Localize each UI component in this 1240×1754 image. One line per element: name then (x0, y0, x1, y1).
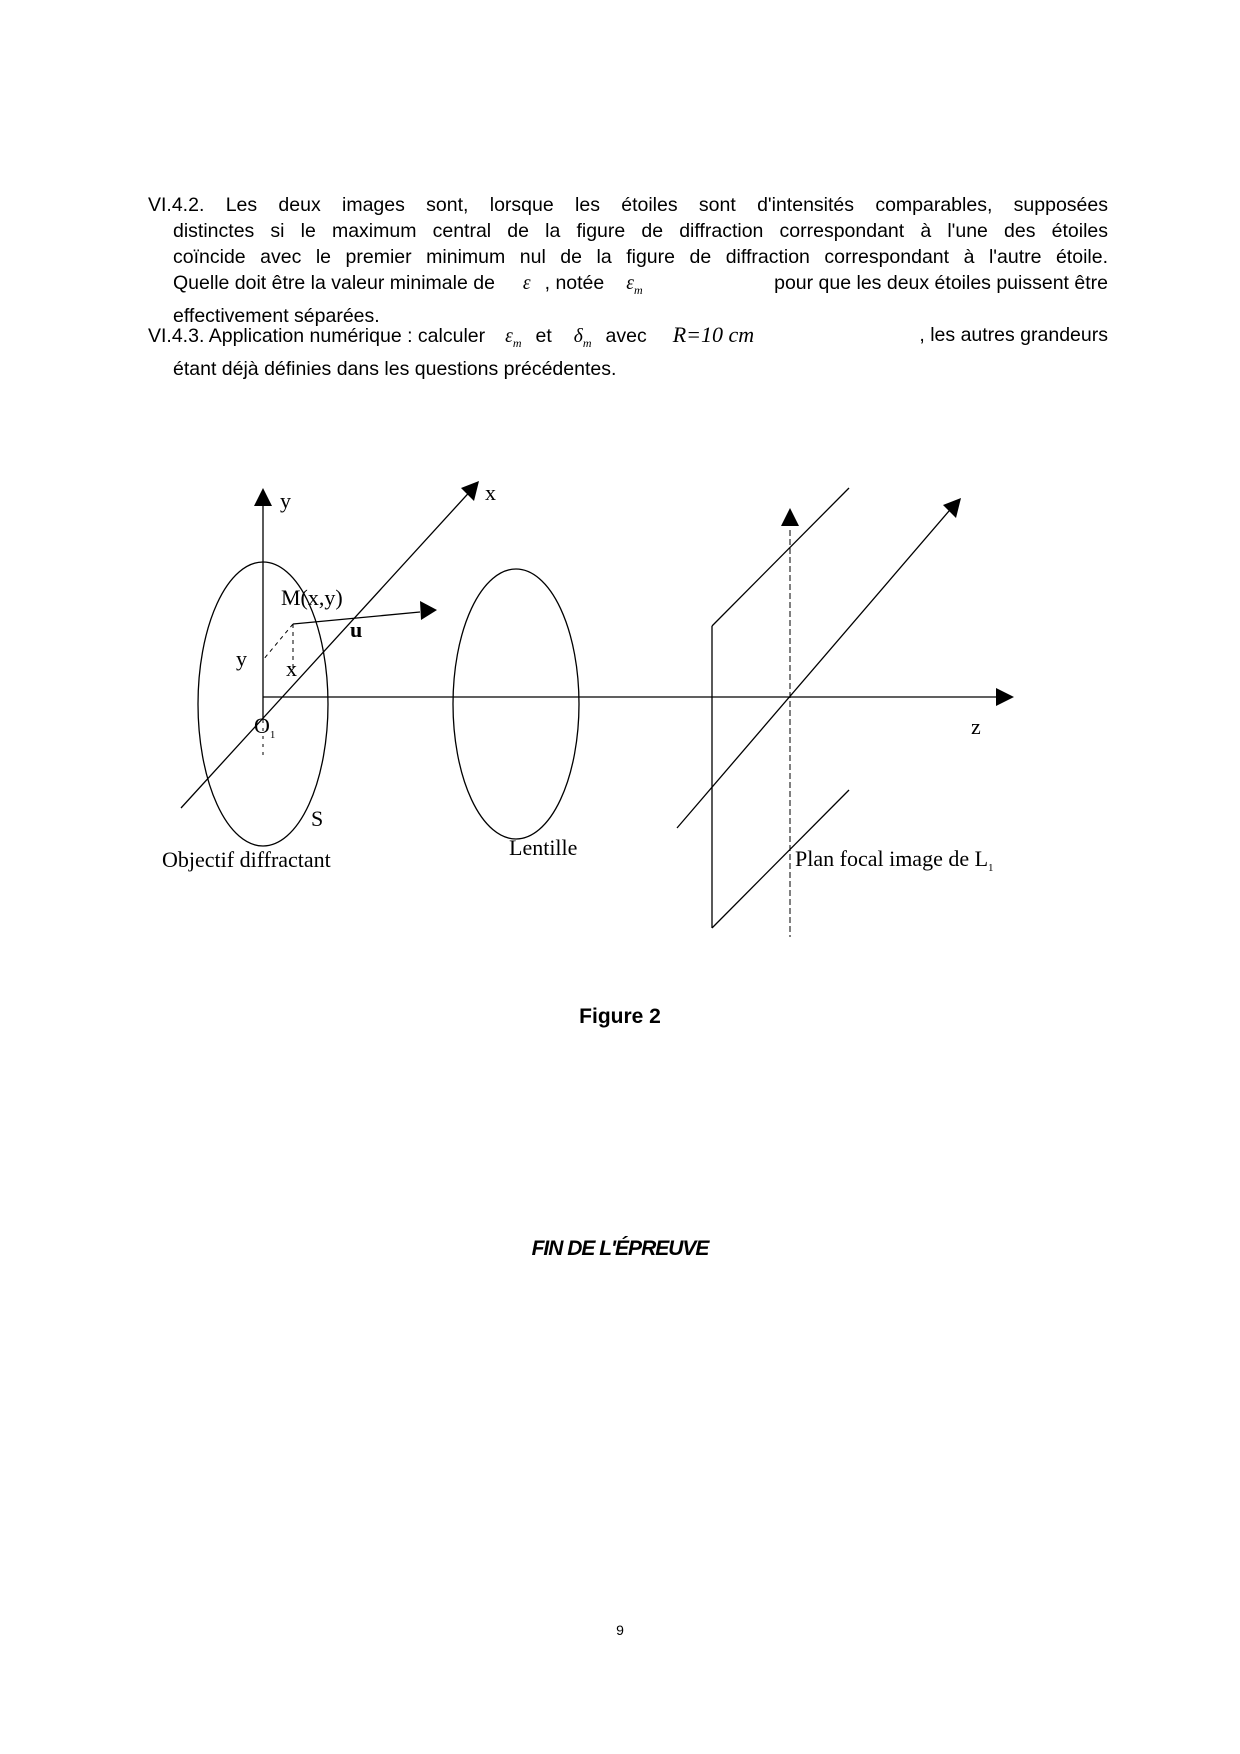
question-643-line-2: étant déjà définies dans les questions précédentes. (173, 357, 617, 380)
question-643-text-b: , les autres grandeurs (919, 324, 1108, 346)
y-arrowhead (254, 488, 272, 506)
focal-y-arrowhead (781, 508, 799, 526)
label-y-axis: y (280, 488, 291, 513)
lentille-ellipse (453, 569, 579, 839)
question-643-avec: avec (605, 325, 647, 347)
label-origin: $O_1$ (254, 713, 276, 741)
label-point-m: M(x,y) (281, 585, 343, 610)
dash-y-projection (263, 624, 293, 660)
delta-m-symbol: $\delta_m$ (573, 326, 592, 350)
question-642-line-5: effectivement séparées. (173, 304, 380, 327)
question-642-text-4b: , notée (544, 272, 605, 294)
question-642-number: VI.4.2. (148, 194, 205, 216)
figure-caption: Figure 2 (579, 1005, 661, 1028)
u-arrowhead (420, 601, 437, 620)
focal-x-axis (677, 504, 955, 828)
page-number: 9 (616, 1622, 624, 1638)
label-x-small: x (286, 656, 297, 681)
label-z: z (971, 714, 981, 739)
question-643-number: VI.4.3. (148, 325, 205, 347)
radius-formula: R=10 cm (672, 322, 755, 347)
z-arrowhead (996, 688, 1014, 706)
label-plan-focal: Plan focal image de $L_1$ (795, 846, 994, 874)
x-axis-line (181, 486, 475, 808)
label-s: S (311, 806, 324, 831)
epsilon-symbol: ε (522, 273, 531, 294)
epsilon-m-symbol-2: $\varepsilon_m$ (505, 326, 522, 350)
question-642-text-1: Les deux images sont, lorsque les étoiles sont d'intensités comparables, supposées (225, 194, 1108, 216)
label-u: u (350, 617, 363, 642)
question-642-line-3: coïncide avec le premier minimum nul de la figure de diffraction correspondant à l'autre étoile. (173, 246, 1108, 268)
label-y-small: y (236, 646, 247, 671)
question-643-et: et (535, 325, 552, 347)
question-642-text-4a: Quelle doit être la valeur minimale de (173, 272, 495, 294)
question-643-text-a: Application numérique : calculer (208, 325, 486, 347)
epsilon-m-symbol: $\varepsilon_m$ (626, 273, 643, 297)
question-642-text-4c: pour que les deux étoiles puissent être (774, 272, 1108, 294)
label-objectif: Objectif diffractant (162, 847, 331, 872)
focal-plane-top (712, 488, 849, 626)
label-x-axis: x (485, 480, 496, 505)
question-642-line-2: distinctes si le maximum central de la figure de diffraction correspondant à l'une des étoiles (173, 220, 1108, 242)
end-title: FIN DE L'ÉPREUVE (531, 1237, 709, 1260)
label-lentille: Lentille (509, 835, 578, 860)
